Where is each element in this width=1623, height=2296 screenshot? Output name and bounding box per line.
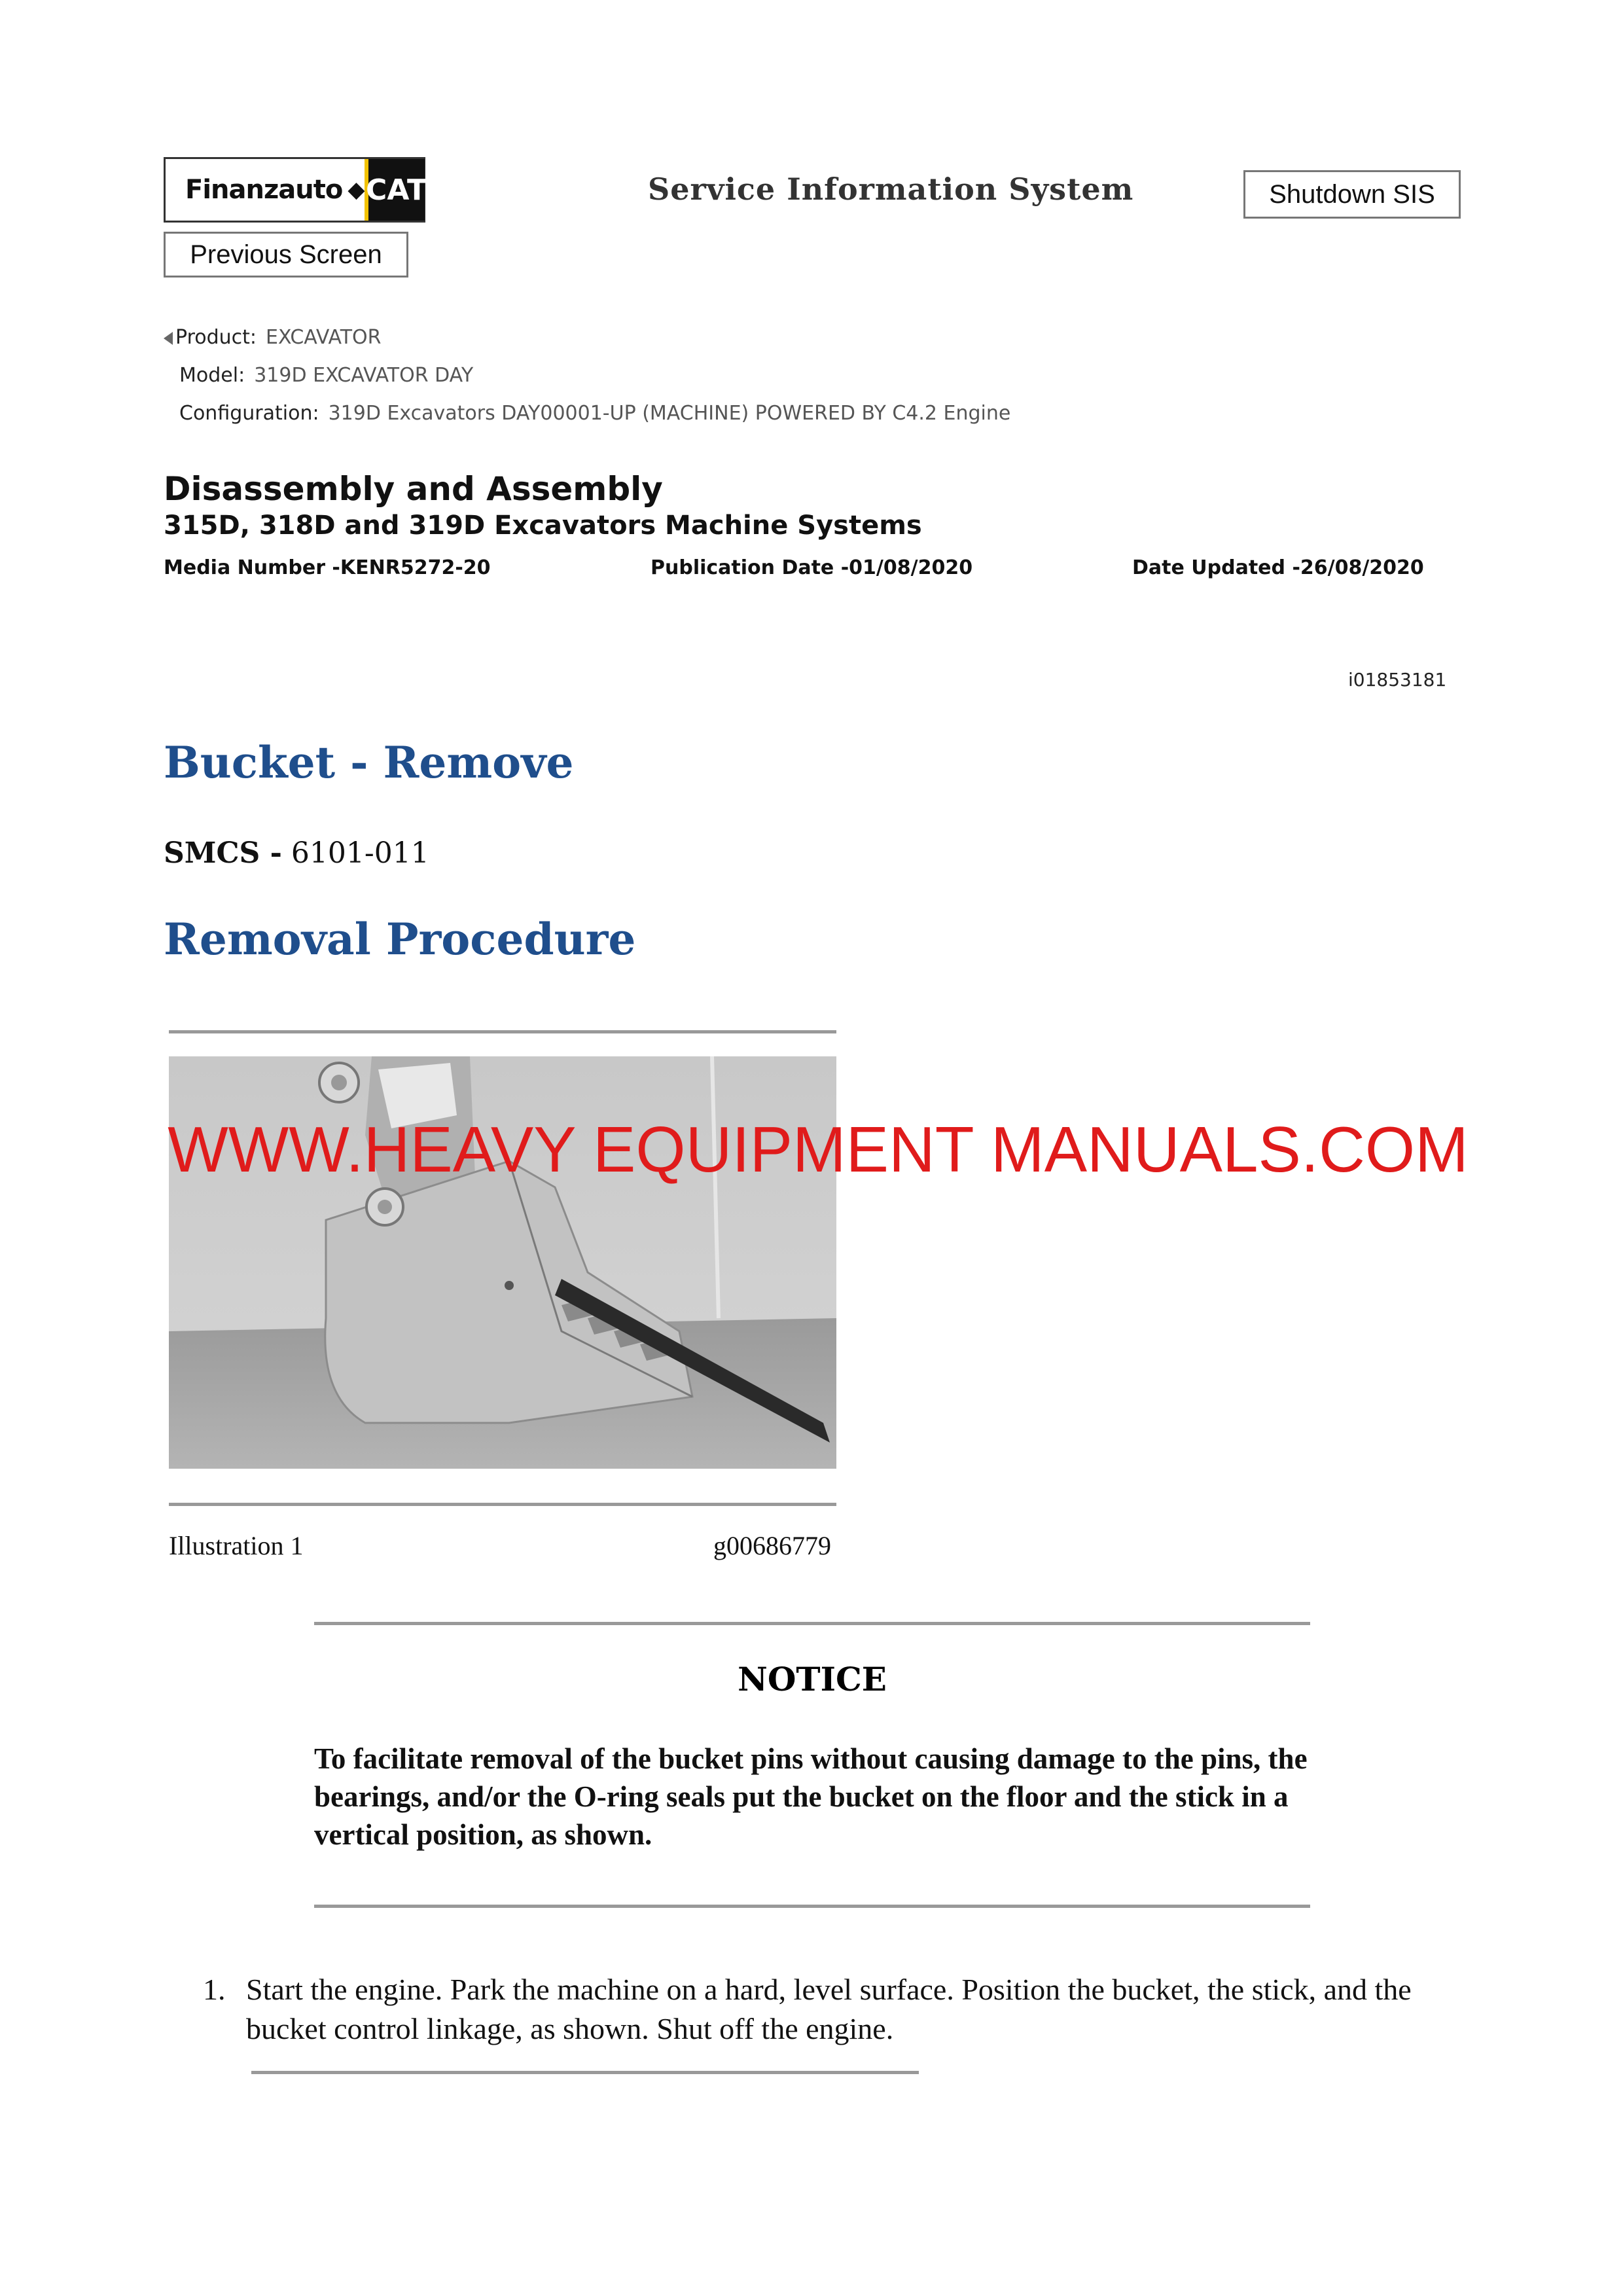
smcs-label: SMCS - [164, 836, 282, 870]
step-number: 1. [203, 1973, 226, 2006]
model-label: Model: [179, 364, 245, 387]
configuration-row [179, 402, 1010, 425]
date-updated: Date Updated -26/08/2020 [1132, 556, 1424, 579]
document-subtitle: 315D, 318D and 319D Excavators Machine Systems [164, 511, 922, 541]
illustration-caption: Illustration 1 [169, 1531, 304, 1560]
step-text: Start the engine. Park the machine on a hard, level surface. Position the bucket, the stick, and the bucket control linkage, as shown. Shut off the engine. [246, 1973, 1412, 2045]
page-title: Bucket - Remove [164, 737, 574, 788]
cat-logo: CAT [365, 159, 425, 221]
document-title: Disassembly and Assembly [164, 470, 663, 508]
notice-title: NOTICE [738, 1660, 887, 1698]
list-item [203, 1970, 1459, 2049]
shutdown-sis-button[interactable]: Shutdown SIS [1243, 170, 1461, 219]
previous-screen-button[interactable]: Previous Screen [164, 232, 408, 278]
logo-text: Finanzauto [185, 175, 343, 205]
document-id: i01853181 [1348, 669, 1447, 691]
configuration-value: 319D Excavators DAY00001-UP (MACHINE) POWERED BY C4.2 Engine [328, 402, 1011, 425]
divider [251, 2071, 919, 2074]
model-value: 319D EXCAVATOR DAY [254, 364, 474, 387]
media-number: Media Number -KENR5272-20 [164, 556, 491, 579]
back-arrow-icon[interactable] [164, 332, 173, 345]
product-value: EXCAVATOR [266, 326, 382, 349]
system-title: Service Information System [648, 171, 1134, 207]
divider [169, 1030, 836, 1033]
configuration-label: Configuration: [179, 402, 319, 425]
logo-diamond-icon: ◆ [348, 177, 365, 203]
smcs-code [164, 836, 429, 870]
divider [314, 1905, 1310, 1908]
product-label: Product: [175, 326, 257, 349]
model-row [179, 364, 473, 387]
section-heading: Removal Procedure [164, 914, 636, 965]
finanzauto-cat-logo [164, 157, 425, 223]
divider [169, 1503, 836, 1506]
divider [314, 1622, 1310, 1625]
publication-date: Publication Date -01/08/2020 [651, 556, 973, 579]
illustration-id: g00686779 [713, 1531, 831, 1560]
product-row [164, 326, 381, 349]
notice-text: To facilitate removal of the bucket pins without causing damage to the pins, the bearings, and/or the O-ring seals put the bucket on the floor and the stick in a vertical position, as shown. [314, 1742, 1308, 1851]
watermark-text: WWW.HEAVY EQUIPMENT MANUALS.COM [168, 1113, 1469, 1185]
smcs-value: 6101-011 [291, 836, 429, 870]
